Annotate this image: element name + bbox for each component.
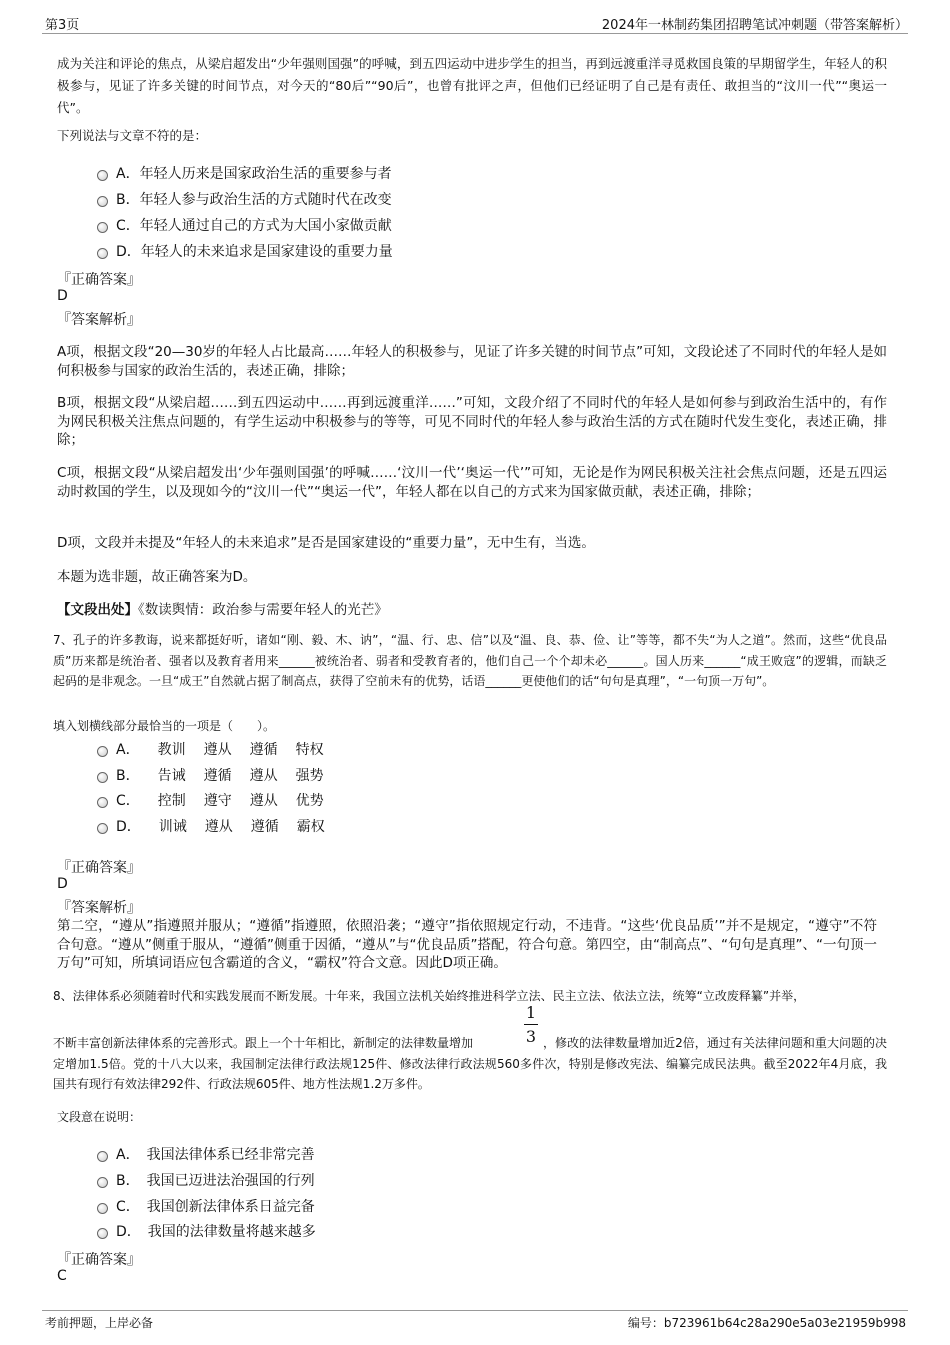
fraction-bar: [524, 1024, 538, 1025]
radio-icon[interactable]: [97, 248, 108, 259]
q7-analysis: 第二空，“遵从”指遵照并服从；“遵循”指遵照，依照沿袭；“遵守”指依照规定行动，不违背。“这些‘优良品质’”并不是规定，“遵守”不符合句意。“遵从”侧重于服从，“遵循”侧重于因循，“遵从”与“优良品质”搭配，符合句意。第四空，由“制高点”、“句句是真理”、“一句顶一万句”可知，所填词语应包含霸道的含义，“霸权”符合文意。因此D项正确。: [57, 918, 877, 971]
q6-source: [57, 601, 887, 620]
q6-answer: D: [57, 288, 68, 304]
option-word: 遵循: [249, 742, 278, 758]
q8-stem-line1: 8、法律体系必须随着时代和实践发展而不断发展。十年来，我国立法机关始终推进科学立法、民主立法、依法立法，统筹“立改废释纂”并举，: [53, 989, 806, 1003]
q8-answer-label: 『正确答案』: [57, 1252, 141, 1268]
option-label: B． 我国已迈进法治强国的行列: [116, 1173, 315, 1189]
radio-icon[interactable]: [97, 170, 108, 181]
q7-option-b[interactable]: [97, 765, 342, 785]
q6-option-a[interactable]: [97, 163, 392, 183]
option-word: 霸权: [296, 819, 325, 835]
option-word: 遵守: [203, 793, 232, 809]
q7-option-a[interactable]: [97, 739, 342, 759]
option-word: 遵循: [203, 768, 232, 784]
option-word: 控制: [157, 793, 186, 809]
fraction-numerator: 1: [525, 1003, 537, 1022]
radio-icon[interactable]: [97, 1228, 108, 1239]
q7-answer: D: [57, 876, 68, 892]
option-word: 告诫: [157, 768, 186, 784]
q8-option-b[interactable]: [97, 1170, 315, 1190]
option-letter: C．: [116, 793, 140, 809]
fraction-denominator: 3: [525, 1027, 537, 1046]
page-number: 第3页: [45, 18, 80, 33]
document-id: 编号：b723961b64c28a290e5a03e21959b998: [627, 1316, 906, 1330]
option-word: 遵从: [249, 793, 278, 809]
option-word: 教训: [157, 742, 186, 758]
q6-analysis-label: 『答案解析』: [57, 312, 141, 328]
header-divider: [42, 33, 908, 34]
q7-option-c[interactable]: [97, 790, 342, 810]
q7-answer-label: 『正确答案』: [57, 860, 141, 876]
q7-analysis-label: 『答案解析』: [57, 900, 141, 916]
option-label: A． 我国法律体系已经非常完善: [116, 1147, 315, 1163]
option-label: C． 我国创新法律体系日益完备: [116, 1199, 315, 1215]
q6-analysis-c: C项，根据文段“从梁启超发出‘少年强则国强’的呼喊……‘汶川一代’‘奥运一代’”可知，无论是作为网民积极关注社会焦点问题，还是五四运动时救国的学生，以及现如今的“汶川一代”“奥运一代”，年轻人都在以自己的方式来为国家做贡献，表述正确，排除；: [57, 465, 887, 500]
option-word: 训诫: [158, 819, 187, 835]
footer-divider: [42, 1310, 908, 1311]
q8-option-a[interactable]: [97, 1144, 315, 1164]
radio-icon[interactable]: [97, 1203, 108, 1214]
radio-icon[interactable]: [97, 772, 108, 783]
document-title: 2024年一林制药集团招聘笔试冲刺题（带答案解析）: [601, 18, 908, 33]
option-label: A．年轻人历来是国家政治生活的重要参与者: [116, 166, 392, 182]
option-label: C．年轻人通过自己的方式为大国小家做贡献: [116, 218, 392, 234]
q6-conclusion: 本题为选非题，故正确答案为D。: [57, 569, 257, 585]
radio-icon[interactable]: [97, 222, 108, 233]
q6-option-c[interactable]: [97, 215, 392, 235]
option-word: 强势: [295, 768, 324, 784]
q8-stem-part-a: 不断丰富创新法律体系的完善形式。跟上一个十年相比，新制定的法律数量增加: [53, 1036, 474, 1050]
radio-icon[interactable]: [97, 196, 108, 207]
option-label: B．年轻人参与政治生活的方式随时代在改变: [116, 192, 392, 208]
q6-analysis-a: A项，根据文段“20—30岁的年轻人占比最高……年轻人的积极参与，见证了许多关键的时间节点”可知，文段论述了不同时代的年轻人是如何积极参与国家的政治生活的，表述正确，排除；: [57, 344, 887, 379]
q6-analysis-b: B项，根据文段“从梁启超……到五四运动中……再到远渡重洋……”可知，文段介绍了不同时代的年轻人是如何参与到政治生活中的，有作为网民积极关注焦点问题的，有学生运动中积极参与的等等，可见不同时代的年轻人参与政治生活的方式在随时代发生变化，表述正确，排除；: [57, 395, 887, 448]
q8-answer: C: [57, 1268, 67, 1284]
radio-icon[interactable]: [97, 1151, 108, 1162]
radio-icon[interactable]: [97, 823, 108, 834]
option-letter: A．: [116, 742, 140, 758]
radio-icon[interactable]: [97, 797, 108, 808]
q6-passage: 成为关注和评论的焦点，从梁启超发出“少年强则国强”的呼喊，到五四运动中进步学生的担当，再到远渡重洋寻觅救国良策的早期留学生，年轻人的积极参与，见证了许多关键的时间节点，对今天的“80后”“90后”，也曾有批评之声，但他们已经证明了自己是有责任、敢担当的“汶川一代”“奥运一代”。: [57, 56, 887, 115]
option-letter: D．: [116, 819, 141, 835]
option-word: 遵从: [204, 819, 233, 835]
q6-option-d[interactable]: [97, 241, 393, 261]
option-word: 特权: [295, 742, 324, 758]
q7-stem: 7、孔子的许多教诲，说来都挺好听，诸如“刚、毅、木、讷”，“温、行、忠、信”以及“温、良、恭、俭、让”等等，都不失“为人之道”。然而，这些“优良品质”历来都是统治者、强者以及教育者用来______被统治者、弱者和受教育者的，他们自己一个个却未必______。国人历来______“成王败寇”的逻辑，而缺乏起码的是非观念。一旦“成王”自然就占据了制高点，获得了空前未有的优势，话语______更使他们的话“句句是真理”，“一句顶一万句”。: [53, 633, 887, 688]
q8-stem-part-b: ，修改的法律数量增加近2倍，通过有关法律问题和重大问题的决定增加1.5倍。党的十八大以来，我国制定法律行政法规125件、修改法律行政法规560多件次，特别是修改宪法、编纂完成民法典。截至2022年4月底，我国共有现行有效法律292件、行政法规605件、地方性法规1.2万多件。: [53, 1036, 887, 1091]
source-title: 《数读舆情：政治参与需要年轻人的光芒》: [138, 602, 388, 618]
q8-option-d[interactable]: [97, 1221, 316, 1241]
q6-answer-label: 『正确答案』: [57, 272, 141, 288]
radio-icon[interactable]: [97, 1177, 108, 1188]
option-letter: B．: [116, 768, 140, 784]
q6-option-b[interactable]: [97, 189, 392, 209]
option-label: D． 我国的法律数量将越来越多: [116, 1224, 316, 1240]
q6-prompt: 下列说法与文章不符的是：: [57, 128, 208, 143]
q7-option-d[interactable]: [97, 816, 343, 836]
q8-option-c[interactable]: [97, 1196, 315, 1216]
option-word: 遵从: [249, 768, 278, 784]
radio-icon[interactable]: [97, 746, 108, 757]
q7-prompt: 填入划横线部分最恰当的一项是（ ）。: [53, 719, 276, 733]
option-word: 遵从: [203, 742, 232, 758]
q6-analysis-d: D项，文段并未提及“年轻人的未来追求”是否是国家建设的“重要力量”，无中生有，当选。: [57, 535, 595, 551]
option-word: 遵循: [250, 819, 279, 835]
option-word: 优势: [295, 793, 324, 809]
option-label: D．年轻人的未来追求是国家建设的重要力量: [116, 244, 393, 260]
q8-prompt: 文段意在说明：: [57, 1110, 142, 1124]
footer-slogan: 考前押题，上岸必备: [45, 1316, 154, 1330]
source-label: 【文段出处】: [57, 602, 138, 618]
